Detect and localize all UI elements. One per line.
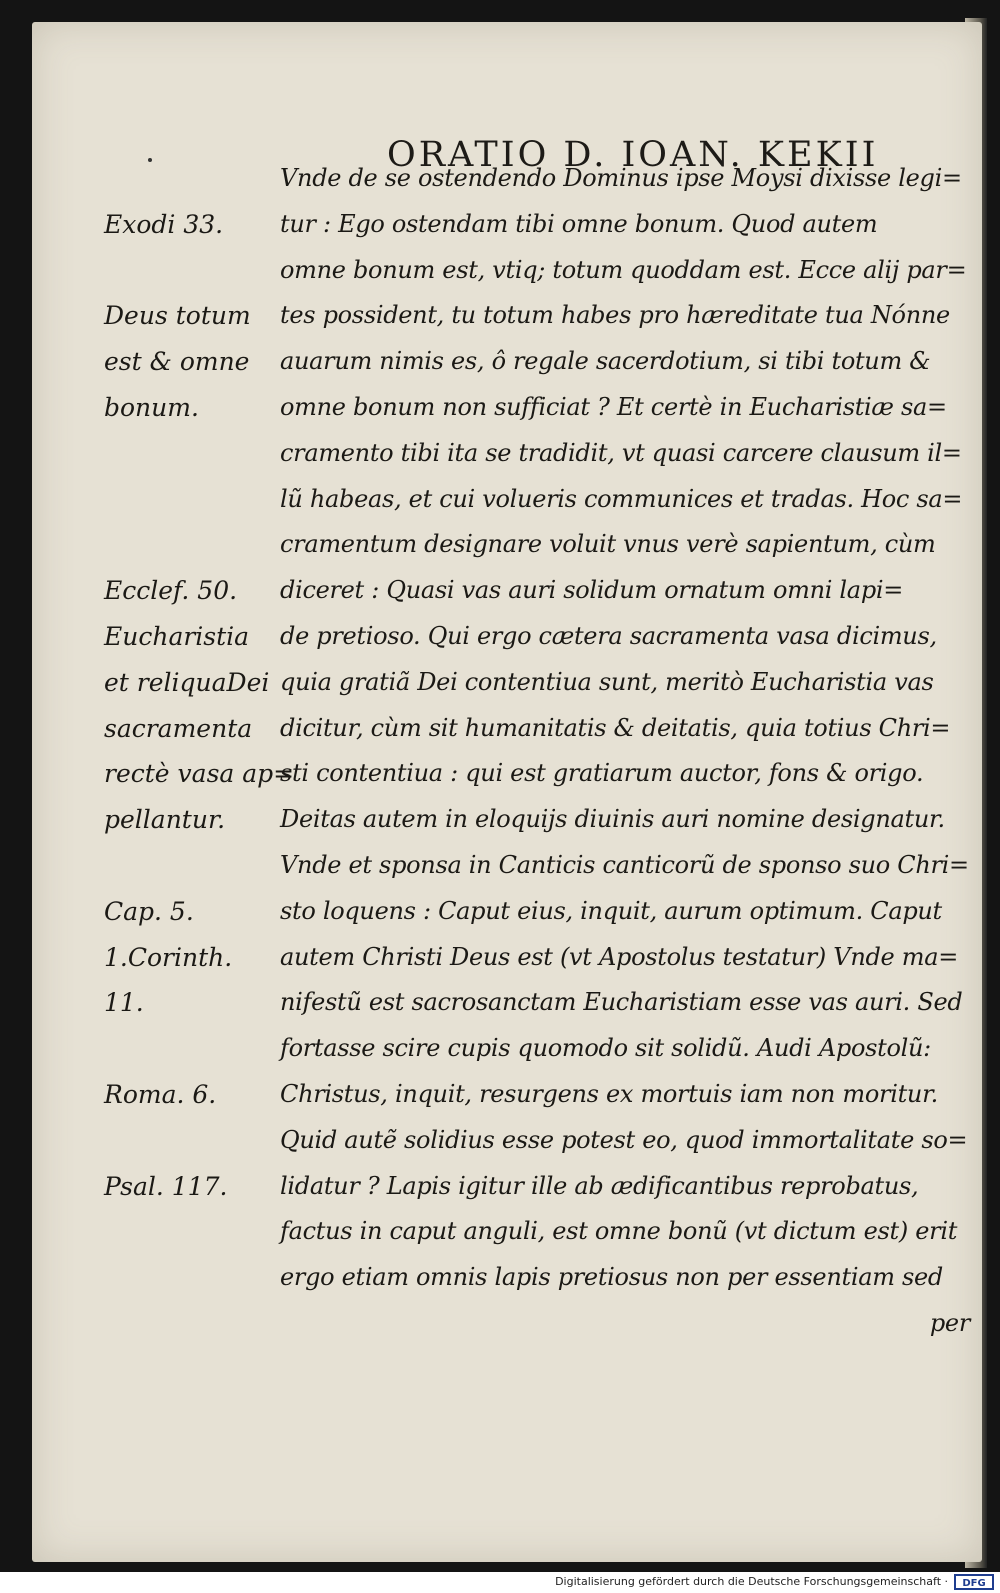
footer-band bbox=[0, 1572, 1000, 1593]
body-line: diceret : Quasi vas auri solidum ornatum omni lapi= bbox=[280, 576, 904, 605]
body-line: fortasse scire cupis quomodo sit solidũ. Audi Apostolũ: bbox=[280, 1034, 931, 1063]
body-line: autem Christi Deus est (vt Apostolus testatur) Vnde ma= bbox=[280, 942, 959, 971]
marginal-note: est & omne bbox=[104, 347, 250, 377]
marginal-note: Eucharistia bbox=[104, 622, 250, 651]
running-head: ORATIO D. IOAN. KEKII bbox=[387, 135, 879, 175]
marginal-note: Deus totum bbox=[104, 301, 251, 331]
body-line: tur : Ego ostendam tibi omne bonum. Quod autem bbox=[280, 209, 878, 238]
body-line: per bbox=[929, 1309, 970, 1337]
body-line: Vnde de se ostendendo Dominus ipse Moysi dixisse legi= bbox=[280, 164, 962, 192]
marginal-note: rectè vasa ap= bbox=[104, 759, 295, 789]
marginal-note: Ecclef. 50. bbox=[104, 576, 238, 606]
marginal-note: 11. bbox=[104, 988, 144, 1018]
body-line: lũ habeas, et cui volueris communices et tradas. Hoc sa= bbox=[280, 484, 963, 513]
body-line: omne bonum non sufficiat ? Et certè in Eucharistiæ sa= bbox=[280, 393, 947, 421]
body-line: Quid autẽ solidius esse potest eo, quod immortalitate so= bbox=[280, 1125, 968, 1154]
body-line: sto loquens : Caput eius, inquit, aurum optimum. Caput bbox=[280, 896, 942, 925]
body-line: nifestũ est sacrosanctam Eucharistiam esse vas auri. Sed bbox=[280, 988, 963, 1017]
marginal-note: 1.Corinth. bbox=[104, 942, 233, 972]
marginal-note: Exodi 33. bbox=[104, 209, 224, 239]
footer-credit: Digitalisierung gefördert durch die Deutsche Forschungsgemeinschaft · bbox=[555, 1575, 948, 1588]
book-page bbox=[32, 22, 982, 1562]
body-line: omne bonum est, vtiq; totum quoddam est. Ecce alij par= bbox=[280, 255, 967, 284]
body-line: de pretioso. Qui ergo cætera sacramenta vasa dicimus, bbox=[280, 622, 937, 650]
marginal-note: sacramenta bbox=[104, 713, 253, 743]
marginal-note: et reliquaDei bbox=[104, 667, 270, 697]
marginal-note: bonum. bbox=[104, 393, 199, 422]
marginal-note: Roma. 6. bbox=[104, 1080, 217, 1109]
body-line: quia gratiã Dei contentiua sunt, meritò Eucharistia vas bbox=[280, 667, 934, 696]
marginal-note: Psal. 117. bbox=[104, 1171, 228, 1201]
marginal-note: pellantur. bbox=[104, 805, 226, 835]
body-line: lidatur ? Lapis igitur ille ab ædificantibus reprobatus, bbox=[280, 1171, 919, 1200]
marginal-note: Cap. 5. bbox=[104, 896, 194, 926]
body-line: Christus, inquit, resurgens ex mortuis iam non moritur. bbox=[280, 1080, 938, 1108]
body-line: cramento tibi ita se tradidit, vt quasi carcere clausum il= bbox=[280, 438, 962, 467]
body-line: dicitur, cùm sit humanitatis & deitatis, quia totius Chri= bbox=[280, 713, 951, 742]
body-line: factus in caput anguli, est omne bonũ (vt dictum est) erit bbox=[280, 1217, 958, 1246]
dfg-logo[interactable]: DFG bbox=[954, 1574, 994, 1590]
body-line: tes possident, tu totum habes pro hæreditate tua Nónne bbox=[280, 301, 950, 330]
body-line: ergo etiam omnis lapis pretiosus non per essentiam sed bbox=[280, 1263, 943, 1292]
body-line: auarum nimis es, ô regale sacerdotium, si tibi totum & bbox=[280, 347, 931, 376]
ink-dot bbox=[148, 158, 152, 162]
body-line: Vnde et sponsa in Canticis canticorũ de sponso suo Chri= bbox=[280, 851, 969, 879]
body-line: sti contentiua : qui est gratiarum auctor, fons & origo. bbox=[280, 759, 924, 788]
body-line: Deitas autem in eloquijs diuinis auri nomine designatur. bbox=[280, 805, 945, 834]
body-line: cramentum designare voluit vnus verè sapientum, cùm bbox=[280, 530, 936, 559]
